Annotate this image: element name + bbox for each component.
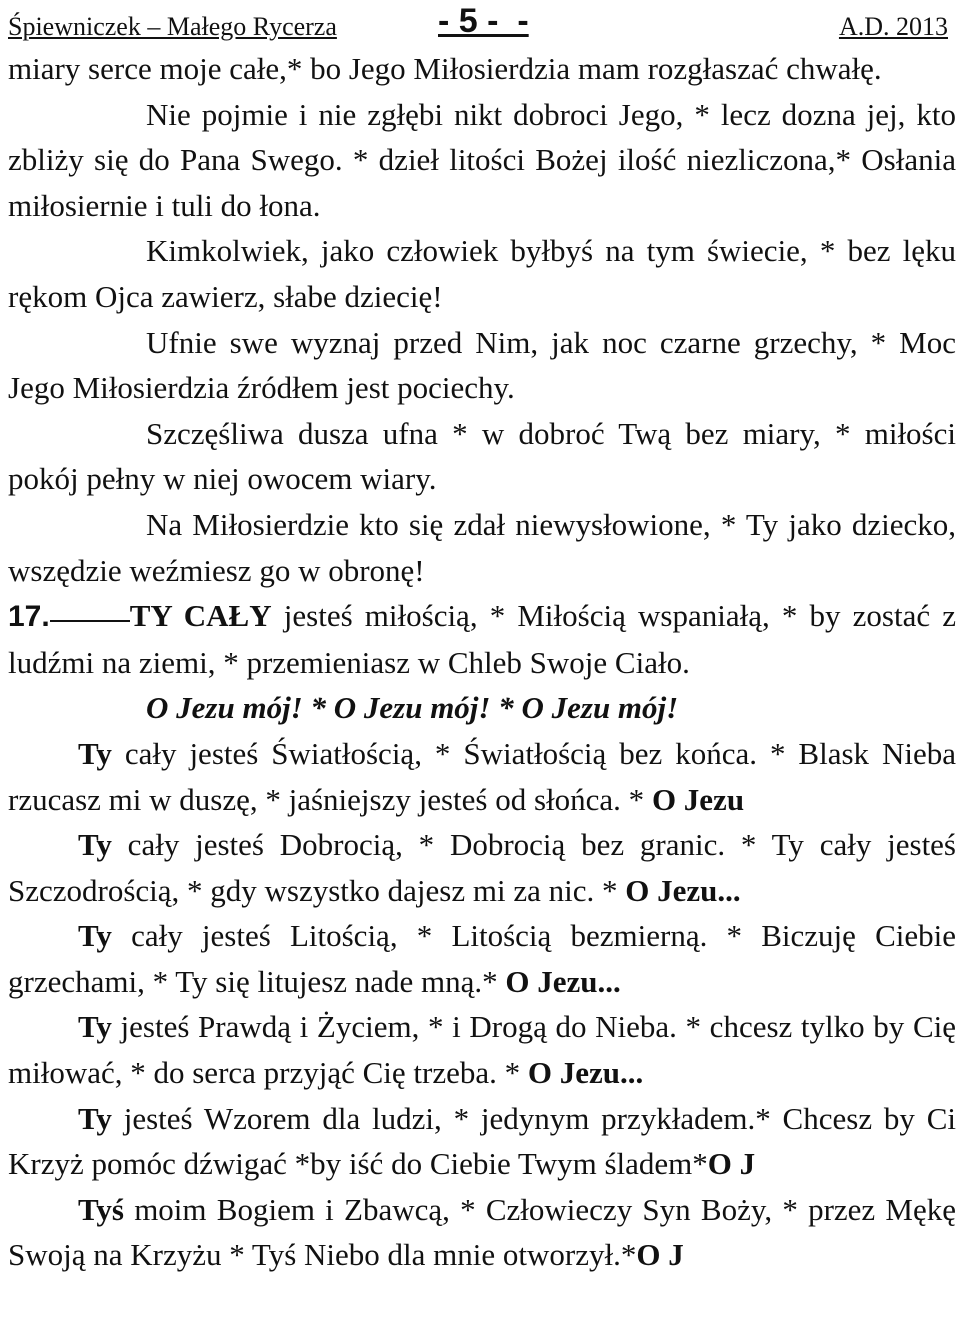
verse-tail: O Jezu... bbox=[625, 872, 741, 908]
verse-4 bbox=[8, 1004, 956, 1095]
verse-tail: O Jezu bbox=[651, 781, 745, 817]
verse-text: moim Bogiem i Zbawcą, * Człowieczy Syn Boży, * przez Mękę Swoją na Krzyżu * Tyś Niebo dla mnie otworzył.* bbox=[8, 1191, 956, 1273]
verse-5 bbox=[8, 1096, 956, 1187]
song-number: 17. bbox=[8, 600, 50, 634]
verse-text: cały jesteś Światłością, * Światłością bez końca. * Blask Nieba rzucasz mi w duszę, * jaśniejszy jesteś od słońca. * bbox=[8, 735, 956, 817]
verse-tail: O J bbox=[707, 1146, 756, 1182]
paragraph: Na Miłosierdzie kto się zdał niewysłowione, * Ty jako dziecko, wszędzie weźmiesz go w obronę! bbox=[8, 506, 956, 588]
verse-2 bbox=[8, 822, 956, 913]
page-header bbox=[8, 0, 956, 46]
paragraph: Kimkolwiek, jako człowiek byłbyś na tym świecie, * bez lęku rękom Ojca zawierz, słabe dziecię! bbox=[8, 233, 956, 314]
songbook-page bbox=[8, 0, 956, 1278]
verse-tail: O Jezu... bbox=[505, 963, 621, 999]
verse-lead: Ty bbox=[78, 827, 112, 863]
verse-lead: Ty bbox=[78, 918, 112, 954]
paragraph: miary serce moje całe,* bo Jego Miłosierdzia mam rozgłaszać chwałę. bbox=[8, 51, 882, 86]
header-title: Śpiewniczek – Małego Rycerza bbox=[8, 12, 337, 41]
header-year: A.D. 2013 bbox=[838, 12, 948, 41]
verse-text: cały jesteś Dobrocią, * Dobrocią bez granic. * Ty cały jesteś Szczodrością, * gdy wszystko dajesz mi za nic. * bbox=[8, 827, 956, 908]
refrain bbox=[8, 685, 956, 731]
title-underline bbox=[50, 619, 130, 622]
verse-3 bbox=[8, 913, 956, 1004]
song-16-continued bbox=[8, 46, 956, 593]
verse-text: jesteś Prawdą i Życiem, * i Drogą do Nieba. * chcesz tylko by Cię miłować, * do serca przyjąć Cię trzeba. * bbox=[8, 1009, 956, 1091]
verse-text: jesteś Wzorem dla ludzi, * jedynym przykładem.* Chcesz by Ci Krzyż pomóc dźwigać *by iść do Ciebie Twym śladem* bbox=[8, 1100, 956, 1182]
verse-tail: O Jezu... bbox=[527, 1055, 644, 1091]
song-17-first-stanza bbox=[8, 593, 956, 685]
header-page-number: - 5 - - bbox=[438, 2, 529, 40]
verse-6 bbox=[8, 1187, 956, 1278]
refrain-text: O Jezu mój! * O Jezu mój! * O Jezu mój! bbox=[146, 690, 679, 726]
paragraph: Ufnie swe wyznaj przed Nim, jak noc czarne grzechy, * Moc Jego Miłosierdzia źródłem jest pociechy. bbox=[8, 324, 956, 406]
verse-tail: O J bbox=[636, 1237, 684, 1273]
verse-lead: Ty bbox=[78, 1100, 112, 1136]
verse-text: cały jesteś Litością, * Litością bezmierną. * Biczuję Ciebie grzechami, * Ty się litujesz nade mną.* bbox=[8, 918, 956, 999]
verse-lead: Ty bbox=[78, 735, 112, 771]
paragraph: Nie pojmie i nie zgłębi nikt dobroci Jego, * lecz dozna jej, kto zbliży się do Pana Swego. * dzieł litości Bożej ilość niezliczona,* Osłania miłosiernie i tuli do łona. bbox=[8, 96, 956, 223]
verse-lead: Tyś bbox=[78, 1191, 124, 1227]
verse-1 bbox=[8, 731, 956, 822]
paragraph: Szczęśliwa dusza ufna * w dobroć Twą bez miary, * miłości pokój pełny w niej owocem wiary. bbox=[8, 415, 956, 497]
song-title: TY CAŁY bbox=[129, 598, 272, 634]
verse-lead: Ty bbox=[78, 1009, 112, 1045]
stanza-text: jesteś miłością, * Miłością wspaniałą, * by zostać z ludźmi na ziemi, * przemieniasz w Chleb Swoje Ciało. bbox=[8, 598, 956, 680]
